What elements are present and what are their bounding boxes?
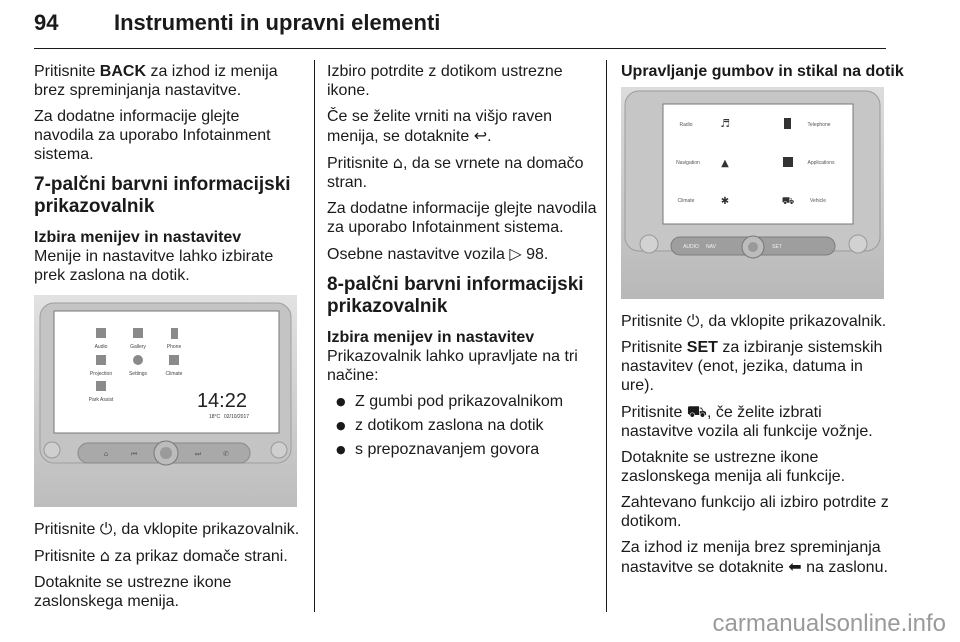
next-button-icon: ⏭ bbox=[194, 450, 202, 458]
phone-app-icon bbox=[171, 328, 178, 339]
column-divider-1 bbox=[314, 60, 315, 612]
audio-button: AUDIO bbox=[683, 244, 699, 250]
control-methods-list bbox=[327, 392, 599, 459]
climate-app-icon: ✱ bbox=[720, 196, 730, 207]
paragraph-vehicle-settings-ref: Osebne nastavitve vozila ▷ 98. bbox=[327, 244, 549, 263]
park-assist-app-icon bbox=[96, 381, 106, 391]
gallery-app-icon bbox=[133, 328, 143, 338]
paragraph-set: Pritisnite SET za izbiranje sistemskih nastavitev (enot, jezika, datuma in ure). bbox=[621, 339, 883, 394]
column-3 bbox=[621, 62, 904, 584]
right-knob bbox=[271, 442, 287, 458]
figure-8in-display bbox=[621, 87, 884, 299]
heading-7in-display: 7-palčni barvni informacijski prikazovalnik bbox=[34, 174, 291, 217]
app-label-gallery: Gallery bbox=[130, 344, 146, 350]
music-app-icon: ♬ bbox=[720, 117, 730, 130]
paragraph-back: Pritisnite BACK za izhod iz menija brez spreminjanja nastavitve. bbox=[34, 63, 278, 99]
page-reference-icon: ▷ bbox=[509, 244, 522, 263]
app-label-radio: Radio bbox=[679, 122, 693, 128]
app-label-applications: Applications bbox=[807, 160, 835, 166]
subheading-menus: Izbira menijev in nastavitev bbox=[34, 229, 242, 246]
left-hazard-knob bbox=[640, 235, 658, 253]
audio-app-icon bbox=[96, 328, 106, 338]
previous-button-icon: ⏮ bbox=[130, 450, 138, 458]
back-arrow-icon: ⬅ bbox=[788, 557, 802, 576]
column-divider-2 bbox=[606, 60, 607, 612]
page-number: 94 bbox=[34, 10, 59, 35]
app-label-navigation: Navigation bbox=[676, 160, 700, 166]
paragraph-touch-function: Dotaknite se ustrezne ikone zaslonskega menija ali funkcije. bbox=[621, 449, 846, 485]
power-icon: ⏻ bbox=[99, 519, 113, 538]
applications-app-icon bbox=[783, 157, 793, 167]
app-label-telephone: Telephone bbox=[807, 122, 831, 128]
paragraph-info-2: Za dodatne informacije glejte navodila za uporabo Infotainment sistema. bbox=[327, 200, 597, 236]
home-icon: ⌂ bbox=[99, 546, 110, 565]
paragraph-vehicle: Pritisnite ⛟, če želite izbrati nastavitve vozila ali funkcije vožnje. bbox=[621, 402, 873, 440]
paragraph-power-on-8in: Pritisnite ⏻, da vklopite prikazovalnik. bbox=[621, 311, 887, 330]
date-readout: 02/10/2017 bbox=[224, 414, 250, 420]
right-knob bbox=[849, 235, 867, 253]
paragraph-info: Za dodatne informacije glejte navodila za uporabo Infotainment sistema. bbox=[34, 108, 271, 163]
paragraph-back-level: Če se želite vrniti na višjo raven menija, se dotaknite ↩. bbox=[327, 108, 552, 145]
page-header bbox=[34, 8, 886, 49]
app-label-climate: Climate bbox=[165, 371, 183, 377]
paragraph-home: Pritisnite ⌂ za prikaz domače strani. bbox=[34, 546, 288, 565]
list-item: ● Z gumbi pod prikazovalnikom bbox=[327, 392, 599, 411]
list-item: ● z dotikom zaslona na dotik bbox=[327, 416, 599, 435]
display-8in-illustration bbox=[621, 87, 884, 299]
nav-button: NAV bbox=[706, 244, 716, 250]
paragraph-exit: Za izhod iz menija brez spreminjanja nastavitve se dotaknite ⬅ na zaslonu. bbox=[621, 539, 888, 576]
paragraph-power-on: Pritisnite ⏻, da vklopite prikazovalnik. bbox=[34, 519, 300, 538]
navigation-app-icon: ▲ bbox=[721, 158, 729, 169]
app-label-projection: Projection bbox=[89, 371, 113, 377]
list-item: ● s prepoznavanjem govora bbox=[327, 440, 599, 459]
home-button-icon: ⌂ bbox=[103, 450, 109, 458]
clock-readout: 14:22 bbox=[196, 390, 247, 412]
back-arrow-icon: ↩ bbox=[473, 126, 488, 145]
watermark: carmanualsonline.info bbox=[712, 610, 946, 637]
paragraph-confirm-touch: Zahtevano funkcijo ali izbiro potrdite z dotikom. bbox=[621, 494, 889, 530]
column-1 bbox=[34, 62, 302, 618]
climate-app-icon bbox=[169, 355, 179, 365]
projection-app-icon bbox=[96, 355, 106, 365]
vehicle-app-icon: ⛟ bbox=[781, 196, 795, 207]
vehicle-icon: ⛟ bbox=[686, 402, 707, 421]
paragraph-touchscreen: Menije in nastavitve lahko izbirate prek zaslona na dotik. bbox=[34, 248, 274, 284]
power-icon: ⏻ bbox=[686, 311, 700, 330]
paragraph-home-return: Pritisnite ⌂, da se vrnete na domačo stran. bbox=[327, 153, 584, 191]
telephone-app-icon bbox=[784, 118, 791, 129]
temperature-readout: 18°C bbox=[209, 414, 221, 420]
heading-8in-display: 8-palčni barvni informacijski prikazovalnik bbox=[327, 274, 584, 317]
set-button: SET bbox=[772, 244, 782, 250]
app-label-park-assist: Park Assist bbox=[88, 397, 114, 403]
phone-button-icon: ✆ bbox=[223, 450, 229, 458]
home-icon: ⌂ bbox=[392, 153, 403, 172]
figure-7in-display bbox=[34, 295, 297, 507]
paragraph-touch-icon: Dotaknite se ustrezne ikone zaslonskega menija. bbox=[34, 574, 232, 610]
app-label-phone: Phone bbox=[166, 344, 182, 350]
left-knob bbox=[44, 442, 60, 458]
paragraph-three-ways: Prikazovalnik lahko upravljate na tri načine: bbox=[327, 348, 578, 384]
app-label-vehicle: Vehicle bbox=[809, 198, 827, 204]
subheading-menus-2: Izbira menijev in nastavitev bbox=[327, 329, 535, 346]
subheading-knobs: Upravljanje gumbov in stikal na dotik bbox=[621, 63, 904, 80]
settings-app-icon bbox=[133, 355, 143, 365]
paragraph-confirm: Izbiro potrdite z dotikom ustrezne ikone. bbox=[327, 63, 563, 99]
page-title: Instrumenti in upravni elementi bbox=[114, 10, 441, 35]
column-2 bbox=[327, 62, 599, 464]
app-label-settings: Settings bbox=[128, 371, 148, 377]
display-7in-illustration bbox=[34, 295, 297, 507]
app-label-audio: Audio bbox=[94, 344, 108, 350]
app-label-climate: Climate bbox=[677, 198, 695, 204]
